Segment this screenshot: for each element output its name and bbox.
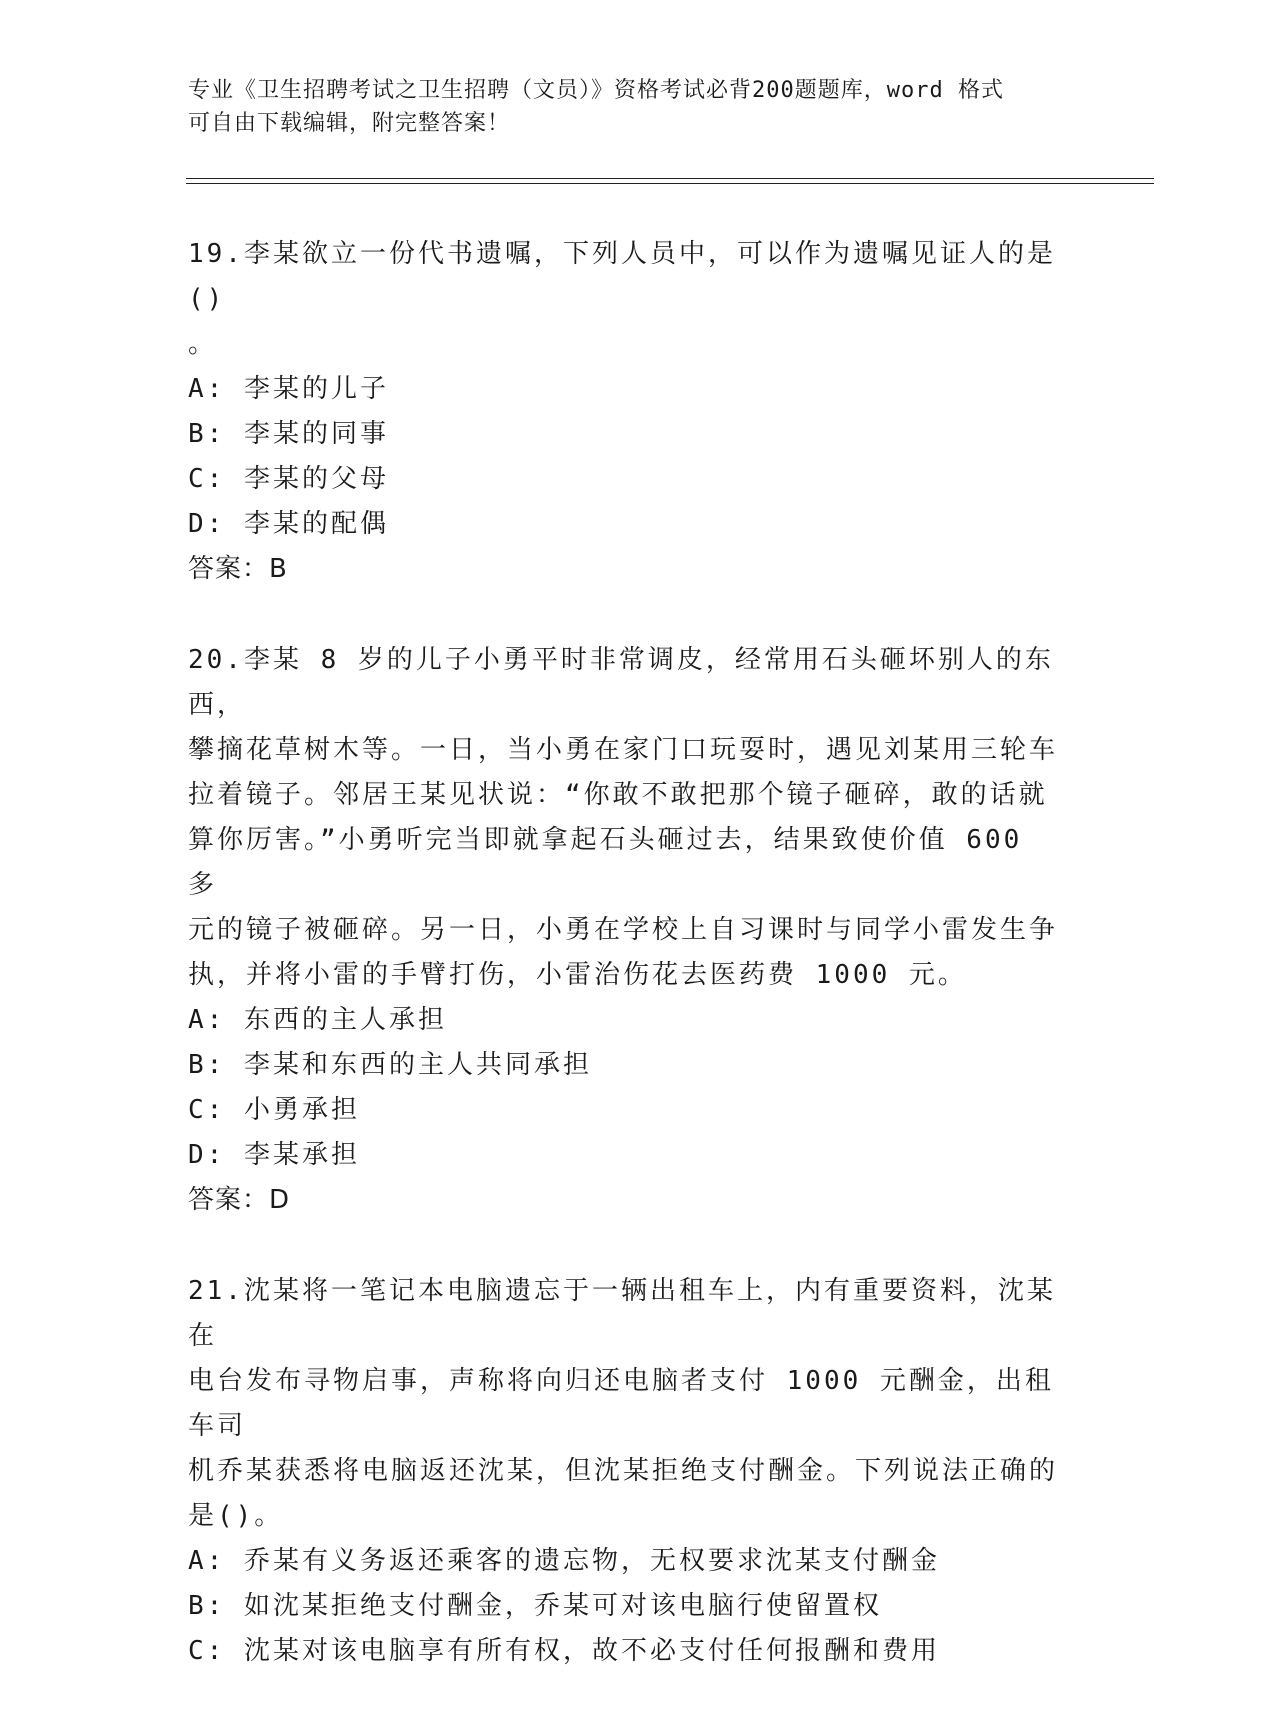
option-c: C: 沈某对该电脑享有所有权，故不必支付任何报酬和费用 [188,1636,940,1666]
question-19 [188,232,1068,592]
answer-label: 答案：B [188,554,288,584]
question-stem-line: 。 [188,329,218,359]
option-a: A: 东西的主人承担 [188,1005,447,1035]
question-21 [188,1269,1068,1674]
option-a: A: 李某的儿子 [188,374,389,404]
answer-label: 答案：D [188,1185,291,1215]
question-stem-line: 机乔某获悉将电脑返还沈某，但沈某拒绝支付酬金。下列说法正确的 [188,1456,1059,1486]
question-stem-line: 是()。 [188,1501,284,1531]
question-list [188,232,1068,1720]
question-stem-line: 电台发布寻物启事，声称将向归还电脑者支付 1000 元酬金，出租车司 [188,1366,1054,1441]
question-stem-line: 20.李某 8 岁的儿子小勇平时非常调皮，经常用石头砸坏别人的东西， [188,645,1054,720]
question-stem-line: 攀摘花草树木等。一日，当小勇在家门口玩耍时，遇见刘某用三轮车 [188,735,1059,765]
option-c: C: 李某的父母 [188,464,389,494]
header-divider [186,178,1154,184]
option-c: C: 小勇承担 [188,1095,360,1125]
header-intro-line-1: 专业《卫生招聘考试之卫生招聘（文员）》资格考试必背200题题库，word 格式 [188,78,1004,103]
question-stem-line: 执，并将小雷的手臂打伤，小雷治伤花去医药费 1000 元。 [188,960,967,990]
question-20 [188,638,1068,1223]
question-stem-line: 拉着镜子。邻居王某见状说：“你敢不敢把那个镜子砸碎，敢的话就 [188,780,1048,810]
option-b: B: 李某和东西的主人共同承担 [188,1050,592,1080]
question-stem-line: 19.李某欲立一份代书遗嘱，下列人员中，可以作为遗嘱见证人的是() [188,239,1056,314]
question-stem-line: 元的镜子被砸碎。另一日，小勇在学校上自习课时与同学小雷发生争 [188,915,1059,945]
option-b: B: 如沈某拒绝支付酬金，乔某可对该电脑行使留置权 [188,1591,882,1621]
option-d: D: 李某承担 [188,1140,360,1170]
header-intro-line-2: 可自由下载编辑，附完整答案！ [188,111,511,136]
document-header [188,74,1068,140]
question-stem-line: 21.沈某将一笔记本电脑遗忘于一辆出租车上，内有重要资料，沈某在 [188,1276,1056,1351]
question-stem-line: 算你厉害。”小勇听完当即就拿起石头砸过去，结果致使价值 600 多 [188,825,1041,900]
option-b: B: 李某的同事 [188,419,389,449]
option-a: A: 乔某有义务返还乘客的遗忘物，无权要求沈某支付酬金 [188,1546,940,1576]
option-d: D: 李某的配偶 [188,509,389,539]
